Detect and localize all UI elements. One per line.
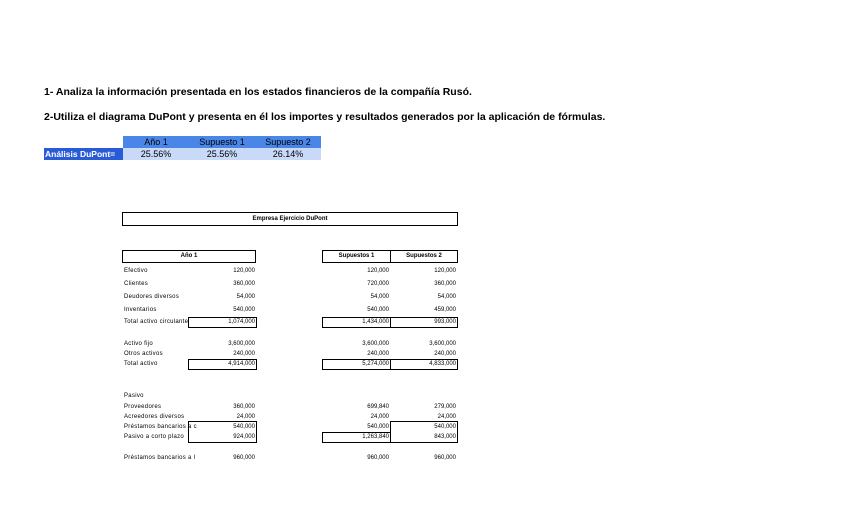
cell-acreedores-s2[interactable]: 24,000 [437,414,456,420]
cell-total-circulante-s2[interactable]: 993,000 [434,319,456,325]
row-label-efectivo[interactable]: Efectivo [124,268,148,274]
summary-value-ano1[interactable]: 25.56% [123,148,189,160]
cell-prestamos-cp-a1[interactable]: 540,000 [233,424,255,430]
cell-clientes-a1[interactable]: 360,000 [233,281,255,287]
cell-otros-activos-s2[interactable]: 240,000 [434,351,456,357]
cell-efectivo-a1[interactable]: 120,000 [233,268,255,274]
cell-total-circulante-a1[interactable]: 1,074,000 [228,319,255,325]
cell-acreedores-a1[interactable]: 24,000 [236,414,255,420]
cell-deudores-s1[interactable]: 54,000 [370,294,389,300]
col-header-supuestos1[interactable]: Supuestos 1 [322,250,391,263]
cell-inventarios-s1[interactable]: 540,000 [367,307,389,313]
cell-pasivo-cp-s2[interactable]: 843,000 [434,434,456,440]
cell-prestamos-lp-s2[interactable]: 960,000 [434,455,456,461]
row-label-deudores[interactable]: Deudores diversos [124,294,180,300]
cell-acreedores-s1[interactable]: 24,000 [370,414,389,420]
summary-row-label[interactable]: Análisis DuPont= [44,148,123,160]
summary-header-supuesto2[interactable]: Supuesto 2 [255,136,321,148]
summary-corner [44,136,123,148]
row-label-prestamos-lp[interactable]: Préstamos bancarios a l [124,455,196,461]
row-label-clientes[interactable]: Clientes [124,281,149,287]
cell-total-activo-a1[interactable]: 4,914,000 [228,361,255,367]
row-label-inventarios[interactable]: Inventarios [124,307,157,313]
cell-otros-activos-s1[interactable]: 240,000 [367,351,389,357]
cell-proveedores-a1[interactable]: 360,000 [233,404,255,410]
summary-header-ano1[interactable]: Año 1 [123,136,189,148]
cell-prestamos-cp-s1[interactable]: 540,000 [367,424,389,430]
summary-value-supuesto2[interactable]: 26.14% [255,148,321,160]
cell-prestamos-lp-s1[interactable]: 960,000 [367,455,389,461]
cell-clientes-s1[interactable]: 720,000 [367,281,389,287]
row-label-pasivo[interactable]: Pasivo [124,393,144,399]
summary-value-supuesto1[interactable]: 25.56% [189,148,255,160]
summary-header-supuesto1[interactable]: Supuesto 1 [189,136,255,148]
cell-prestamos-lp-a1[interactable]: 960,000 [233,455,255,461]
instruction-1: 1- Analiza la información presentada en los estados financieros de la compañía Rusó. [44,86,472,98]
cell-inventarios-a1[interactable]: 540,000 [233,307,255,313]
row-label-pasivo-cp[interactable]: Pasivo a corto plazo [124,434,185,440]
row-label-total-circulante[interactable]: Total activo circulante [124,319,189,325]
cell-proveedores-s1[interactable]: 699,840 [367,404,389,410]
cell-inventarios-s2[interactable]: 459,000 [434,307,456,313]
row-label-activo-fijo[interactable]: Activo fijo [124,341,153,347]
row-label-acreedores[interactable]: Acreedores diversos [124,414,185,420]
cell-total-activo-s2[interactable]: 4,833,000 [429,361,456,367]
cell-activo-fijo-s1[interactable]: 3,600,000 [362,341,389,347]
row-label-proveedores[interactable]: Proveedores [124,404,162,410]
col-header-supuestos2[interactable]: Supuestos 2 [390,250,458,263]
row-label-total-activo[interactable]: Total activo [124,361,158,367]
row-label-otros-activos[interactable]: Otros activos [124,351,163,357]
col-header-ano1[interactable]: Año 1 [122,250,256,263]
cell-deudores-a1[interactable]: 54,000 [236,294,255,300]
cell-otros-activos-a1[interactable]: 240,000 [233,351,255,357]
dupont-summary-table [44,136,321,160]
cell-total-circulante-s1[interactable]: 1,434,000 [362,319,389,325]
cell-clientes-s2[interactable]: 360,000 [434,281,456,287]
cell-deudores-s2[interactable]: 54,000 [437,294,456,300]
instruction-2: 2-Utiliza el diagrama DuPont y presenta en él los importes y resultados generados por la aplicación de fórmulas. [44,111,606,123]
cell-total-activo-s1[interactable]: 5,274,000 [362,361,389,367]
cell-pasivo-cp-s1[interactable]: 1,263,840 [362,434,389,440]
cell-proveedores-s2[interactable]: 279,000 [434,404,456,410]
row-label-prestamos-cp[interactable]: Préstamos bancarios a c [124,424,197,430]
cell-efectivo-s1[interactable]: 120,000 [367,268,389,274]
cell-efectivo-s2[interactable]: 120,000 [434,268,456,274]
cell-activo-fijo-s2[interactable]: 3,600,000 [429,341,456,347]
cell-activo-fijo-a1[interactable]: 3,600,000 [228,341,255,347]
cell-pasivo-cp-a1[interactable]: 924,000 [233,434,255,440]
cell-prestamos-cp-s2[interactable]: 540,000 [434,424,456,430]
sheet-title[interactable]: Empresa Ejercicio DuPont [122,212,458,226]
